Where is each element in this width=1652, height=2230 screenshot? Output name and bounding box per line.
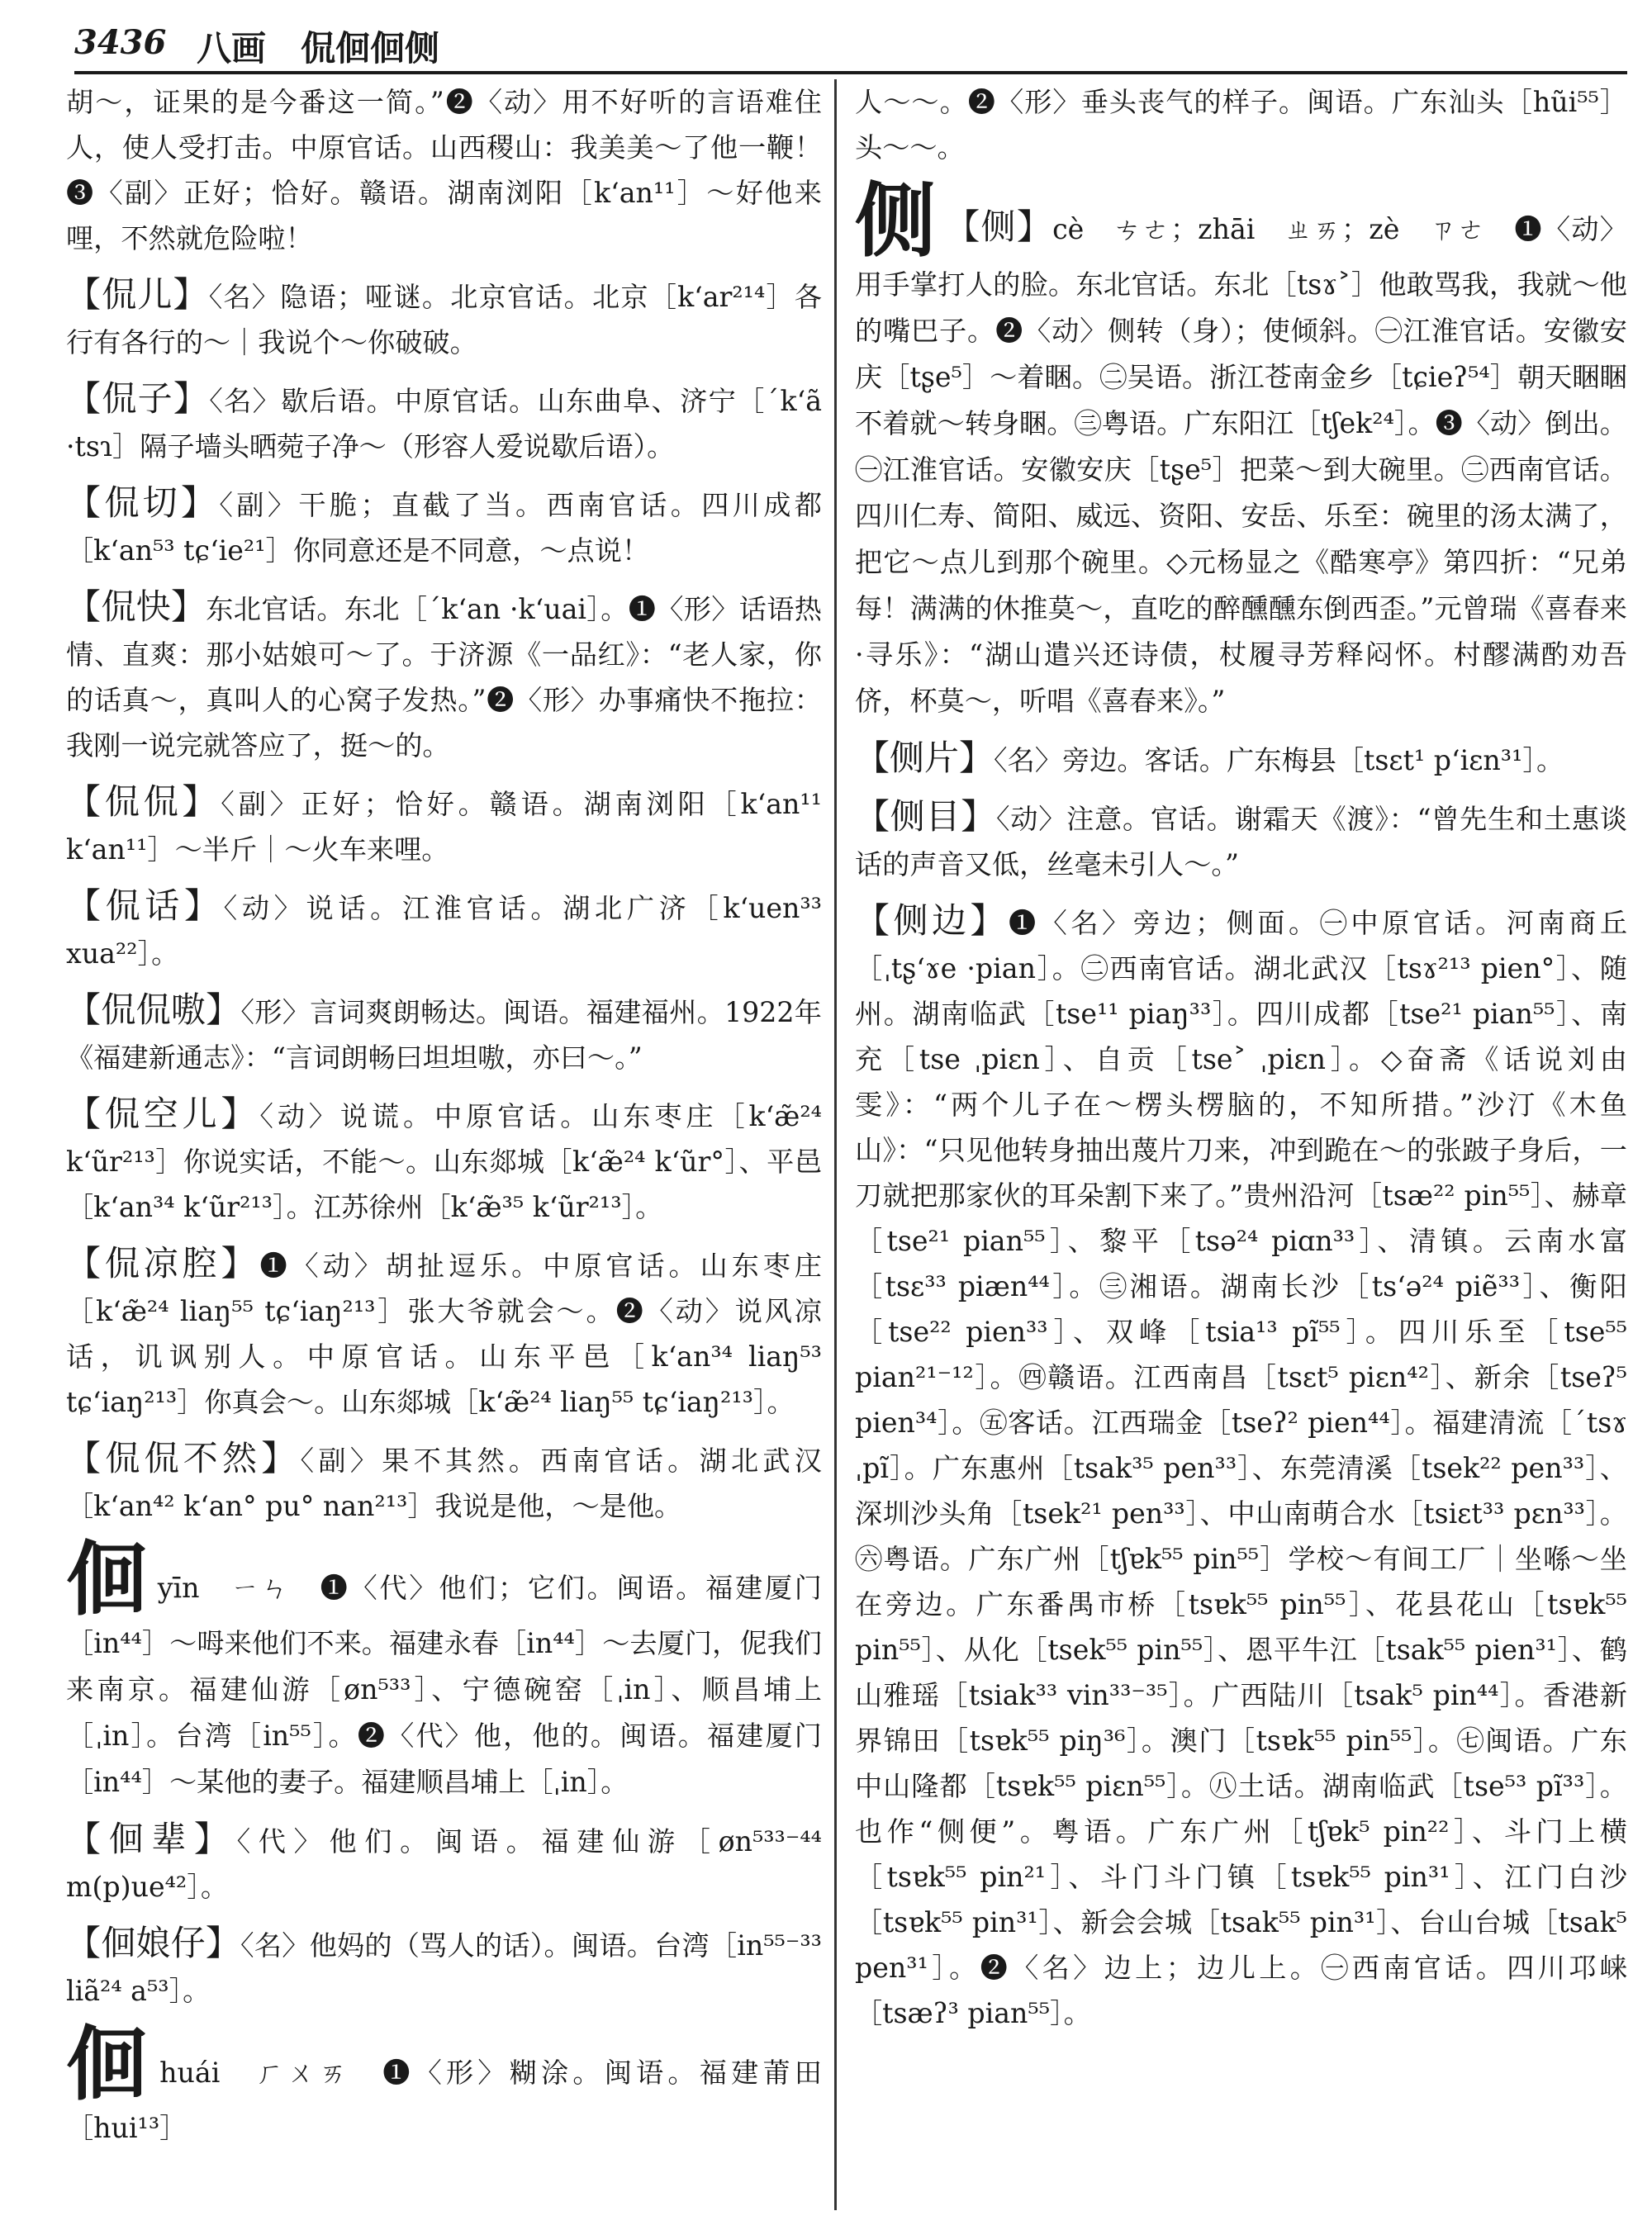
- entry-headword: 【侃凉腔】: [66, 1243, 260, 1283]
- entry-headword: 【佪辈】: [66, 1819, 237, 1859]
- entry-body: ❶〈动〉胡扯逗乐。中原官话。山东枣庄［k‘æ̃²⁴ liaŋ⁵⁵ tɕ‘iaŋ²¹³］张大爷就会～。❷〈动〉说风凉话，讥讽别人。中原官话。山东平邑［k‘an³⁴ liaŋ⁵³ tɕ‘iaŋ²¹³］你真会～。山东郯城［k‘æ̃²⁴ liaŋ⁵⁵ tɕ‘iaŋ²¹³］。: [66, 1250, 822, 1418]
- entry: [66, 883, 822, 976]
- entry-headword: 【侧边】: [855, 900, 1009, 941]
- page-number: 3436: [74, 23, 167, 62]
- entry: [66, 1920, 822, 2014]
- character-entry: [66, 2017, 822, 2152]
- entry-body: 〈形〉言词爽朗畅达。闽语。福建福州。1922年《福建新通志》：“言词朗畅曰坦坦嗷，亦曰～。”: [66, 996, 822, 1074]
- page-header: [74, 18, 1627, 73]
- character-entry: [66, 1532, 822, 1805]
- entry: [855, 898, 1627, 2036]
- entry: [66, 779, 822, 872]
- entry: [66, 584, 822, 768]
- entry: [66, 376, 822, 469]
- entry-headword: 【侃侃不然】: [66, 1438, 301, 1478]
- entry: [66, 1091, 822, 1230]
- character-headword: 佪: [66, 2017, 152, 2112]
- entry-body: 〈名〉他妈的（骂人的话）。闽语。台湾［in⁵⁵⁻³³ liã²⁴ a⁵³］。: [66, 1929, 822, 2007]
- entry-headword: 【侧片】: [855, 738, 995, 778]
- entry-headword: 【侃侃】: [66, 781, 221, 822]
- entry: [66, 272, 822, 365]
- entry-headword: 【侧】: [945, 206, 1053, 247]
- right-column: [855, 79, 1627, 2218]
- entry-body: 〈副〉干脆；直截了当。西南官话。四川成都［k‘an⁵³ tɕ‘ie²¹］你同意还是不同意，～点说！: [66, 489, 822, 567]
- entry-body: 〈名〉隐语；哑谜。北京官话。北京［k‘ar²¹⁴］各行有各行的～｜我说个～你破破。: [66, 281, 822, 358]
- entry-body: yīn ㄧㄣ ❶〈代〉他们；它们。闽语。福建厦门［in⁴⁴］～呣来他们不来。福建永春［in⁴⁴］～去厦门，伲我们来南京。福建仙游［øn⁵³³］、宁德碗窑［ˌin］、顺昌埔上［ˌin］。台湾［in⁵⁵］。❷〈代〉他，他的。闽语。福建厦门［in⁴⁴］～某他的妻子。福建顺昌埔上［ˌin］。: [66, 1572, 822, 1798]
- entry-headword: 【侧目】: [855, 796, 996, 837]
- entry: [855, 735, 1627, 783]
- entry-body: 〈动〉注意。官话。谢霜天《渡》：“曾先生和土惠谈话的声音又低，丝毫未引人～。”: [855, 803, 1627, 880]
- entry-headword: 【侃儿】: [66, 274, 209, 315]
- running-title: 八画 侃佪佪侧: [197, 28, 440, 69]
- character-headword: 侧: [855, 173, 938, 268]
- entry: [66, 1816, 822, 1910]
- column-divider: [834, 79, 837, 2210]
- entry: [66, 1435, 822, 1529]
- entry: [66, 987, 822, 1080]
- entry: [66, 480, 822, 573]
- entry-body: 东北官话。东北［ˊk‘an ·k‘uai］。❶〈形〉话语热情、直爽：那小姑娘可～了。于济源《一品红》：“老人家，你的话真～，真叫人的心窝子发热。”❷〈形〉办事痛快不拖拉：我刚一说完就答应了，挺～的。: [66, 593, 822, 762]
- entry-headword: 【侃空儿】: [66, 1094, 260, 1134]
- entry-headword: 【侃切】: [66, 482, 220, 523]
- entry: [855, 794, 1627, 887]
- entry-body: 〈副〉正好；恰好。赣语。湖南浏阳［k‘an¹¹ k‘an¹¹］～半斤｜～火车来哩。: [66, 788, 822, 866]
- entry-body: ❶〈名〉旁边；侧面。㊀中原官话。河南商丘［ˌtʂ‘ɤe ·pian］。㊁西南官话。湖北武汉［tsɤ²¹³ pien°］、随州。湖南临武［tse¹¹ piaŋ³³］。四川成都［tse²¹ pian⁵⁵］、南充［tse ˌpiɛn］、自贡［tse˃ ˌpiɛn］。◇奋斋《话说刘由雯》：“两个儿子在～楞头楞脑的，不知所措。”沙汀《木鱼山》：“只见他转身抽出蔑片刀来，冲到跪在～的张跛子身后，一刀就把那家伙的耳朵割下来了。”贵州沿河［tsæ²² pin⁵⁵］、赫章［tse²¹ pian⁵⁵］、黎平［tsə²⁴ piɑn³³］、清镇。云南水富［tsɛ³³ piæn⁴⁴］。㊂湘语。湖南长沙［ts‘ə²⁴ piẽ³³］、衡阳［tse²² pien³³］、双峰［tsia¹³ pĩ⁵⁵］。四川乐至［tse⁵⁵ pian²¹⁻¹²］。㊃赣语。江西南昌［tsɛt⁵ piɛn⁴²］、新余［tseʔ⁵ pien³⁴］。㊄客话。江西瑞金［tseʔ² pien⁴⁴］。福建清流［ˊtsɤ ˌpĩ］。广东惠州［tsak³⁵ pen³³］、东莞清溪［tsek²² pen³³］、深圳沙头角［tsek²¹ pen³³］、中山南萌合水［tsiɛt³³ pɛn³³］。㊅粤语。广东广州［tʃɐk⁵⁵ pin⁵⁵］学校～有间工厂｜坐喺～坐在旁边。广东番禺市桥［tsɐk⁵⁵ pin⁵⁵］、花县花山［tsɐk⁵⁵ pin⁵⁵］、从化［tsek⁵⁵ pin⁵⁵］、恩平牛江［tsak⁵⁵ pien³¹］、鹤山雅瑶［tsiak³³ vin³³⁻³⁵］。广西陆川［tsak⁵ pin⁴⁴］。香港新界锦田［tsɐk⁵⁵ piŋ³⁶］。澳门［tsɐk⁵⁵ pin⁵⁵］。㊆闽语。广东中山隆都［tsɐk⁵⁵ piɛn⁵⁵］。㊇土话。湖南临武［tse⁵³ pĩ³³］。也作“侧便”。粤语。广东广州［tʃɐk⁵ pin²²］、斗门上横［tsɐk⁵⁵ pin²¹］、斗门斗门镇［tsɐk⁵⁵ pin³¹］、江门白沙［tsɐk⁵⁵ pin³¹］、新会会城［tsak⁵⁵ pin³¹］、台山台城［tsak⁵ pen³¹］。❷〈名〉边上；边儿上。㊀西南官话。四川邛崃［tsæʔ³ pian⁵⁵］。: [855, 907, 1627, 2029]
- entry-body: 〈动〉说谎。中原官话。山东枣庄［k‘æ̃²⁴ k‘ũr²¹³］你说实话，不能～。山东郯城［k‘æ̃²⁴ k‘ũr°］、平邑［k‘an³⁴ k‘ũr²¹³］。江苏徐州［k‘æ̃³⁵ k‘ũr²¹³］。: [66, 1100, 822, 1223]
- entry-headword: 【佪娘仔】: [66, 1923, 241, 1963]
- entry: [66, 1241, 822, 1425]
- entry-body: huái ㄏㄨㄞ ❶〈形〉糊涂。闽语。福建莆田［hui¹³］: [66, 2057, 822, 2144]
- entry-body: cè ㄘㄜ；zhāi ㄓㄞ；zè ㄗㄜ ❶〈动〉用手掌打人的脸。东北官话。东北［tsɤ˃］他敢骂我，我就～他的嘴巴子。❷〈动〉侧转（身）；使倾斜。㊀江淮官话。安徽安庆［tʂe⁵］～着睏。㊁吴语。浙江苍南金乡［tɕieʔ⁵⁴］朝天睏睏不着就～转身睏。㊂粤语。广东阳江［tʃek²⁴］。❸〈动〉倒出。㊀江淮官话。安徽安庆［tʂe⁵］把菜～到大碗里。㊁西南官话。四川仁寿、简阳、威远、资阳、安岳、乐至：碗里的汤太满了，把它～点儿到那个碗里。◇元杨显之《酷寒亭》第四折：“兄弟每！满满的休推莫～，直吃的醉醺醺东倒西歪。”元曾瑞《喜春来·寻乐》：“湖山遣兴还诗债，杖履寻芳释闷怀。村醪满酌劝吾侪，杯莫～，听唱《喜春来》。”: [855, 213, 1627, 717]
- entry-continuation: 胡～，证果的是今番这一简。”❷〈动〉用不好听的言语难住人，使人受打击。中原官话。山西稷山：我美美～了他一鞭！❸〈副〉正好；恰好。赣语。湖南浏阳［k‘an¹¹］～好他来哩，不然就危险啦！: [66, 86, 822, 254]
- character-headword: 佪: [66, 1532, 150, 1627]
- header-rule: [74, 71, 1627, 74]
- entry-body: 〈名〉旁边。客话。广东梅县［tsɛt¹ p‘iɛn³¹］。: [994, 744, 1564, 776]
- entry-headword: 【侃快】: [66, 586, 206, 627]
- entry-body: 〈名〉歇后语。中原官话。山东曲阜、济宁［ˊk‘ã ·tsɿ］隔子墙头晒菀子净～（形容人爱说歇后语）。: [66, 385, 822, 463]
- entry-continuation: 人～～。❷〈形〉垂头丧气的样子。闽语。广东汕头［hũi⁵⁵］头～～。: [855, 86, 1627, 164]
- character-entry: [855, 173, 1627, 724]
- entry-body: 〈副〉果不其然。西南官话。湖北武汉［k‘an⁴² k‘an° pu° nan²¹³］我说是他，～是他。: [66, 1445, 822, 1522]
- entry-body: 〈动〉说话。江淮官话。湖北广济［k‘uen³³ xua²²］。: [66, 892, 822, 970]
- left-column: [66, 79, 822, 2218]
- entry-headword: 【侃话】: [66, 885, 224, 926]
- entry-body: 〈代〉他们。闽语。福建仙游［øn⁵³³⁻⁴⁴ m(p)ue⁴²］。: [66, 1825, 822, 1903]
- entry-headword: 【侃侃嗷】: [66, 989, 241, 1030]
- entry-headword: 【侃子】: [66, 378, 210, 419]
